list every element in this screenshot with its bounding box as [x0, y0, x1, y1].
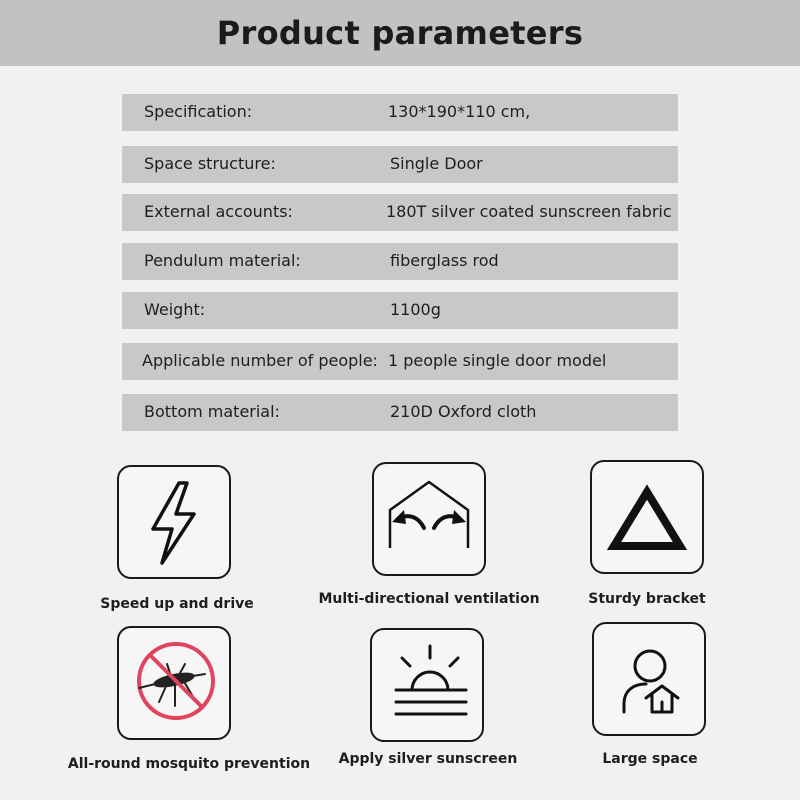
feature-label: Large space: [602, 751, 698, 767]
spec-label: Pendulum material:: [144, 251, 301, 270]
page-title: Product parameters: [216, 14, 584, 52]
spec-value: fiberglass rod: [390, 251, 499, 270]
spec-row-pendulum-material: [122, 243, 678, 280]
spec-row-bottom-material: [122, 394, 678, 431]
feature-label: Apply silver sunscreen: [338, 751, 518, 767]
spec-label: Weight:: [144, 300, 206, 319]
spec-row-weight: [122, 292, 678, 329]
spec-value: 210D Oxford cloth: [390, 402, 537, 421]
triangle-icon: [590, 460, 704, 574]
no-mosquito-icon: [117, 626, 231, 740]
spec-value: 180T silver coated sunscreen fabric: [386, 202, 672, 221]
spec-row-specification: [122, 94, 678, 131]
feature-label: Multi-directional ventilation: [318, 591, 540, 607]
spec-label: Space structure:: [144, 154, 276, 173]
lightning-icon: [117, 465, 231, 579]
spec-value: Single Door: [390, 154, 483, 173]
spec-row-external-accounts: [122, 194, 678, 231]
feature-label: Speed up and drive: [100, 596, 254, 612]
spec-label: Bottom material:: [144, 402, 280, 421]
spec-value: 1100g: [390, 300, 441, 319]
spec-label: Specification:: [144, 102, 253, 121]
person-house-icon: [592, 622, 706, 736]
spec-row-applicable-people: [122, 343, 678, 380]
spec-label: External accounts:: [144, 202, 293, 221]
page-header: [0, 0, 800, 66]
sunset-icon: [370, 628, 484, 742]
feature-label: All-round mosquito prevention: [67, 756, 311, 772]
spec-row-space-structure: [122, 146, 678, 183]
ventilation-arrows-icon: [372, 462, 486, 576]
spec-value: 130*190*110 cm,: [388, 102, 531, 121]
spec-value: 1 people single door model: [388, 351, 607, 370]
feature-label: Sturdy bracket: [588, 591, 706, 607]
spec-label: Applicable number of people:: [142, 351, 378, 370]
